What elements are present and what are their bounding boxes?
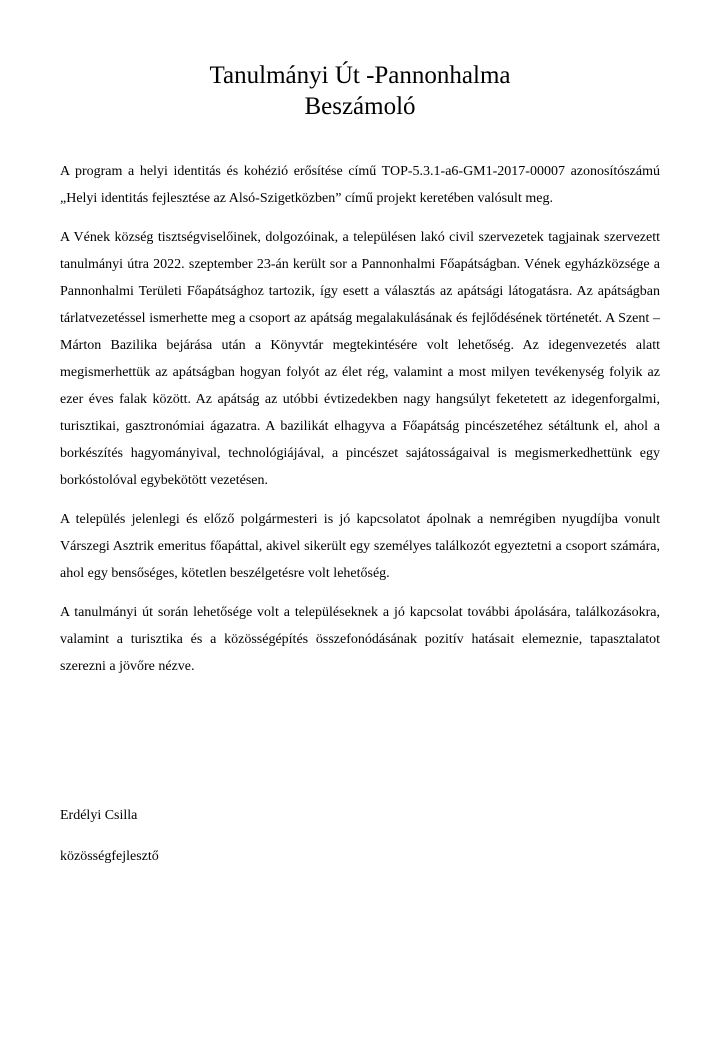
title-block bbox=[0, 60, 720, 122]
paragraph-intro: A program a helyi identitás és kohézió erősítése című TOP-5.3.1-a6-GM1-2017-00007 azonosítószámú „Helyi identitás fejlesztése az Alsó-Szigetközben” című projekt keretében valósult meg. bbox=[60, 164, 660, 206]
document-body bbox=[60, 158, 660, 692]
signature-block bbox=[60, 805, 460, 887]
paragraph-trip: A Vének község tisztségviselőinek, dolgozóinak, a településen lakó civil szervezetek tagjainak szervezett tanulmányi útra 2022. szeptember 23-án került sor a Pannonhalmi Főapátságban. Vének egyházközsége a Pannonhalmi Területi Főapátsághoz tartozik, így esett a választás az apátsági látogatásra. Az apátságban tárlatvezetéssel ismerhette meg a csoport az apátság megalakulásának és fejlődésének történetét. A Szent –Márton Bazilika bejárása után a Könyvtár megtekintésére volt lehetőség. Az idegenvezetés alatt megismerhettük az apátságban hogyan folyót az élet rég, valamint a most milyen tevékenység folyik az ezer éves falak között. Az apátság az utóbbi évtizedekben nagy hangsúlyt feketetett az idegenforgalmi, turisztikai, gasztronómiai ágazatra. A bazilikát elhagyva a Főapátság pincészetéhez sétáltunk el, ahol a borkészítés hagyományival, technológiájával, a pincészet sajátosságaival is megismerkedhettünk egy borkóstolóval egybekötött vezetésen. bbox=[60, 230, 660, 488]
document-subtitle: Beszámoló bbox=[304, 93, 416, 120]
paragraph-meeting: A település jelenlegi és előző polgármesteri is jó kapcsolatot ápolnak a nemrégiben nyugdíjba vonult Várszegi Asztrik emeritus főapáttal, akivel sikerült egy személyes találkozót egyeztetni a csoport számára, ahol egy bensőséges, kötetlen beszélgetésre volt lehetőség. bbox=[60, 512, 660, 581]
document-title: Tanulmányi Út -Pannonhalma bbox=[209, 62, 511, 89]
signature-name: Erdélyi Csilla bbox=[60, 808, 138, 823]
signature-role: közösségfejlesztő bbox=[60, 849, 159, 864]
paragraph-conclusion: A tanulmányi út során lehetősége volt a településeknek a jó kapcsolat további ápolására, találkozásokra, valamint a turisztika és a közösségépítés összefonódásának pozitív hatásait elemeznie, tapasztalatot szerezni a jövőre nézve. bbox=[60, 605, 660, 674]
